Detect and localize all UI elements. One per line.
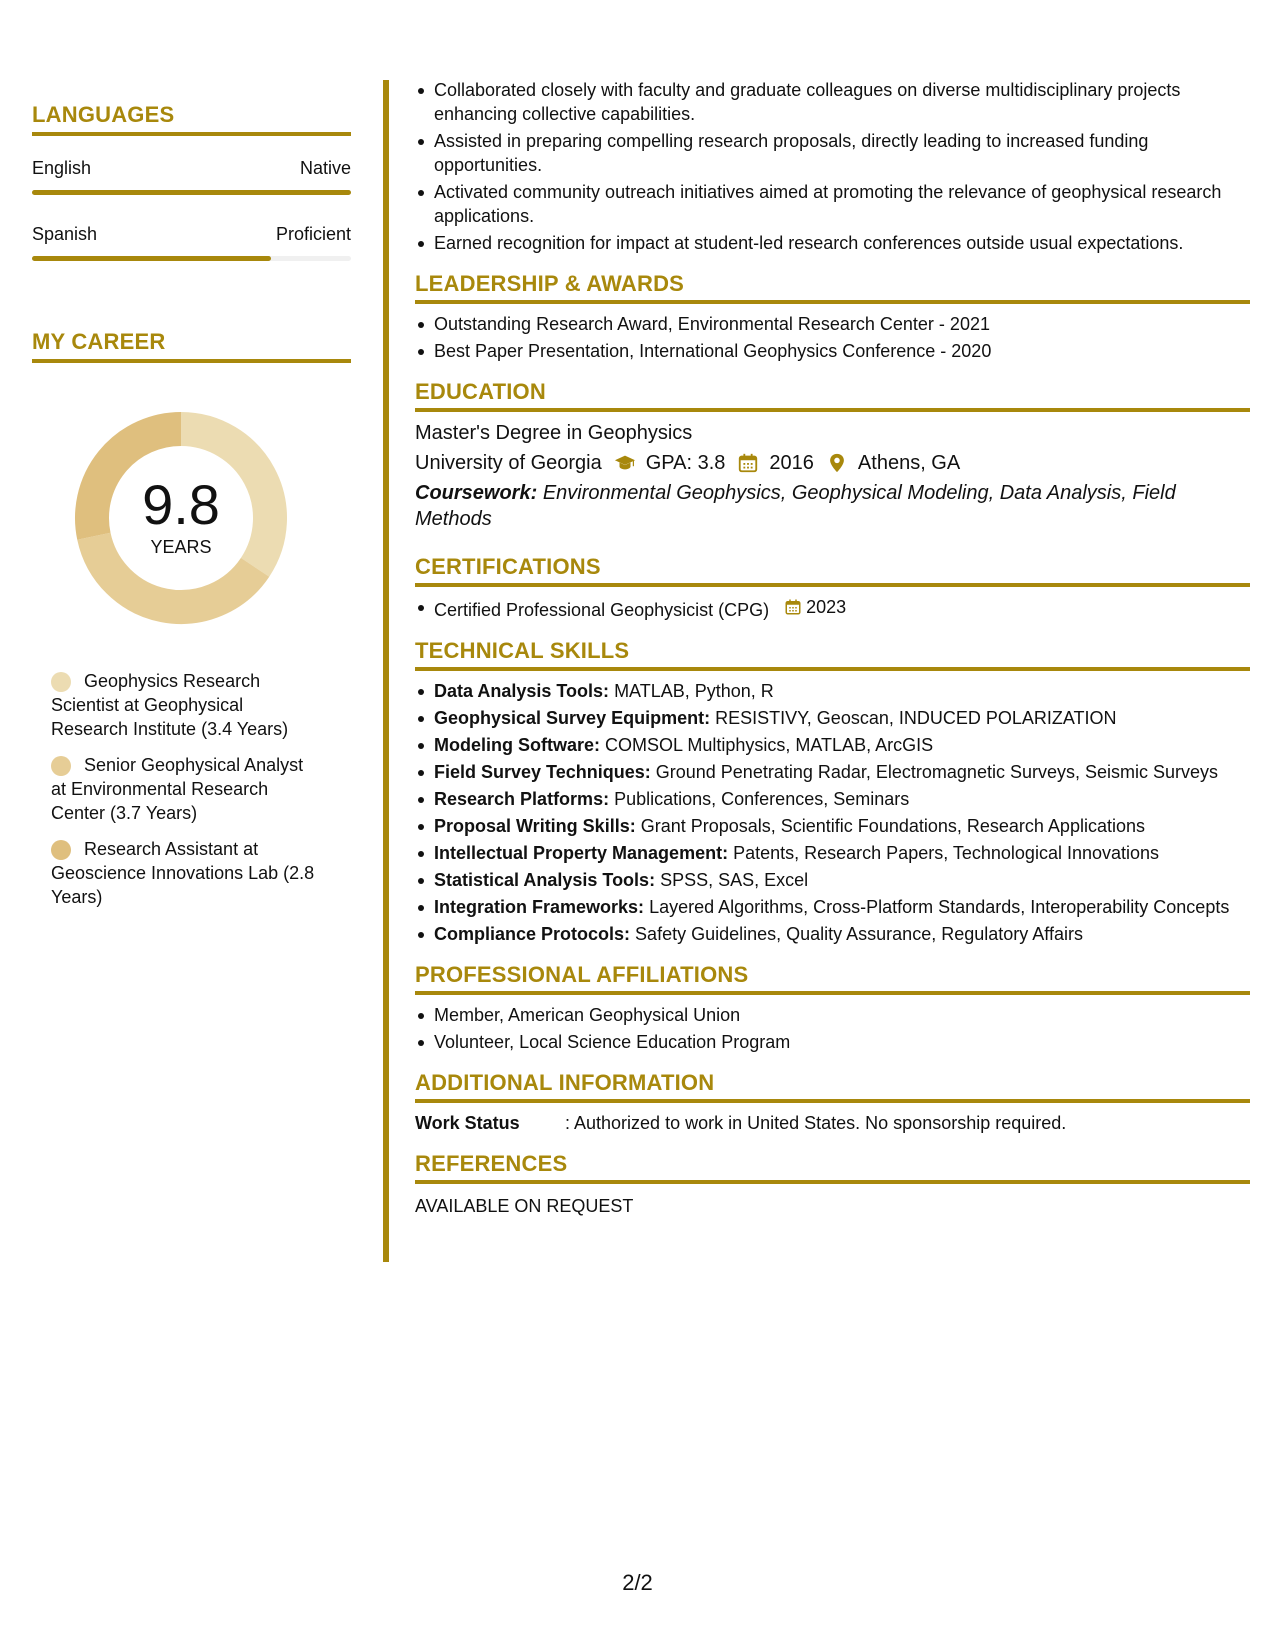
skills-list	[415, 679, 1250, 946]
affiliations-title: PROFESSIONAL AFFILIATIONS	[415, 960, 1250, 995]
certifications-list	[415, 595, 1250, 622]
career-section	[32, 327, 351, 909]
list-item	[415, 595, 1250, 622]
skill-name: Integration Frameworks:	[434, 897, 645, 917]
skill-name: Research Platforms:	[434, 789, 610, 809]
experience-bullets	[415, 78, 1250, 255]
language-name: English	[32, 158, 92, 178]
coursework-label: Coursework:	[415, 482, 538, 504]
skill-value: Grant Proposals, Scientific Foundations, Research Applications	[640, 816, 1145, 836]
leadership-title: LEADERSHIP & AWARDS	[415, 269, 1250, 304]
skill-name: Data Analysis Tools:	[434, 681, 610, 701]
education-year: 2016	[769, 452, 814, 474]
skill-item	[415, 922, 1250, 946]
certifications-title: CERTIFICATIONS	[415, 552, 1250, 587]
skill-item	[415, 706, 1250, 730]
leadership-list	[415, 312, 1250, 363]
career-total-years: 9.8	[142, 473, 220, 536]
career-legend	[32, 669, 351, 909]
skill-name: Field Survey Techniques:	[434, 762, 651, 782]
page-number: 2/2	[622, 1570, 653, 1595]
legend-dot	[51, 840, 71, 860]
skill-name: Geophysical Survey Equipment:	[434, 708, 711, 728]
right-column	[415, 78, 1250, 1218]
graduation-cap-icon	[614, 452, 636, 474]
certification-date	[784, 595, 846, 619]
coursework-text: Environmental Geophysics, Geophysical Modeling, Data Analysis, Field Methods	[415, 482, 1176, 530]
references-title: REFERENCES	[415, 1149, 1250, 1184]
language-level: Proficient	[275, 224, 351, 244]
career-legend-item	[51, 837, 321, 909]
location-pin-icon	[826, 452, 848, 474]
career-legend-label: Geophysics Research Scientist at Geophysical Research Institute (3.4 Years)	[51, 671, 289, 739]
list-item: Assisted in preparing compelling research proposals, directly leading to increased funding opportunities.	[415, 129, 1250, 177]
skill-value: COMSOL Multiphysics, MATLAB, ArcGIS	[605, 735, 934, 755]
career-legend-label: Research Assistant at Geoscience Innovations Lab (2.8 Years)	[51, 839, 315, 907]
language-item	[32, 156, 351, 195]
list-item: Outstanding Research Award, Environmental Research Center - 2021	[415, 312, 1250, 336]
skill-item	[415, 841, 1250, 865]
skill-value: RESISTIVY, Geoscan, INDUCED POLARIZATION	[715, 708, 1117, 728]
references-text: AVAILABLE ON REQUEST	[415, 1196, 634, 1216]
career-title: MY CAREER	[32, 327, 351, 363]
work-status-value: : Authorized to work in United States. No sponsorship required.	[565, 1113, 1067, 1133]
skill-item	[415, 733, 1250, 757]
skill-name: Modeling Software:	[434, 735, 600, 755]
career-legend-label: Senior Geophysical Analyst at Environmental Research Center (3.7 Years)	[51, 755, 304, 823]
language-item	[32, 222, 351, 261]
education-coursework	[415, 480, 1250, 532]
skill-value: Safety Guidelines, Quality Assurance, Regulatory Affairs	[635, 924, 1083, 944]
skill-value: Layered Algorithms, Cross-Platform Standards, Interoperability Concepts	[649, 897, 1230, 917]
languages-title: LANGUAGES	[32, 100, 351, 136]
skill-value: MATLAB, Python, R	[614, 681, 774, 701]
skill-item	[415, 868, 1250, 892]
education-meta	[415, 448, 1250, 478]
list-item: Best Paper Presentation, International Geophysics Conference - 2020	[415, 339, 1250, 363]
list-item: Activated community outreach initiatives aimed at promoting the relevance of geophysical research applications.	[415, 180, 1250, 228]
list-item: Member, American Geophysical Union	[415, 1003, 1250, 1027]
skill-value: SPSS, SAS, Excel	[660, 870, 809, 890]
career-years-unit: YEARS	[150, 537, 212, 557]
certification-name: Certified Professional Geophysicist (CPG)	[434, 600, 770, 620]
skills-title: TECHNICAL SKILLS	[415, 636, 1250, 671]
skill-item	[415, 679, 1250, 703]
certification-year: 2023	[806, 597, 847, 617]
education-title: EDUCATION	[415, 377, 1250, 412]
calendar-icon	[784, 598, 802, 616]
education-school: University of Georgia	[415, 452, 602, 474]
career-legend-item	[51, 753, 321, 825]
calendar-icon	[737, 452, 759, 474]
language-bar	[32, 256, 351, 261]
skill-value: Patents, Research Papers, Technological Innovations	[733, 843, 1160, 863]
career-donut-chart	[66, 403, 296, 633]
list-item: Collaborated closely with faculty and graduate colleagues on diverse multidisciplinary projects enhancing collective capabilities.	[415, 78, 1250, 126]
skill-value: Ground Penetrating Radar, Electromagnetic Surveys, Seismic Surveys	[655, 762, 1219, 782]
language-level: Native	[299, 158, 351, 178]
work-status-row	[415, 1111, 1250, 1135]
skill-item	[415, 760, 1250, 784]
skill-item	[415, 895, 1250, 919]
left-column	[32, 100, 351, 921]
skill-name: Statistical Analysis Tools:	[434, 870, 656, 890]
education-gpa: GPA: 3.8	[645, 452, 726, 474]
language-bar-fill	[32, 190, 351, 195]
affiliations-list	[415, 1003, 1250, 1054]
language-name: Spanish	[32, 224, 98, 244]
additional-info-title: ADDITIONAL INFORMATION	[415, 1068, 1250, 1103]
career-legend-item	[51, 669, 321, 741]
education-degree: Master's Degree in Geophysics	[415, 422, 693, 444]
list-item: Volunteer, Local Science Education Program	[415, 1030, 1250, 1054]
skill-item	[415, 787, 1250, 811]
skill-name: Proposal Writing Skills:	[434, 816, 636, 836]
list-item: Earned recognition for impact at student-led research conferences outside usual expectations.	[415, 231, 1250, 255]
column-divider	[383, 80, 389, 1262]
skill-value: Publications, Conferences, Seminars	[614, 789, 910, 809]
legend-dot	[51, 756, 71, 776]
languages-section	[32, 100, 351, 261]
language-bar-fill	[32, 256, 271, 261]
education-location: Athens, GA	[857, 452, 961, 474]
legend-dot	[51, 672, 71, 692]
language-bar	[32, 190, 351, 195]
education-entry	[415, 418, 1250, 532]
work-status-label: Work Status	[415, 1113, 520, 1133]
skill-name: Compliance Protocols:	[434, 924, 631, 944]
skill-name: Intellectual Property Management:	[434, 843, 729, 863]
skill-item	[415, 814, 1250, 838]
